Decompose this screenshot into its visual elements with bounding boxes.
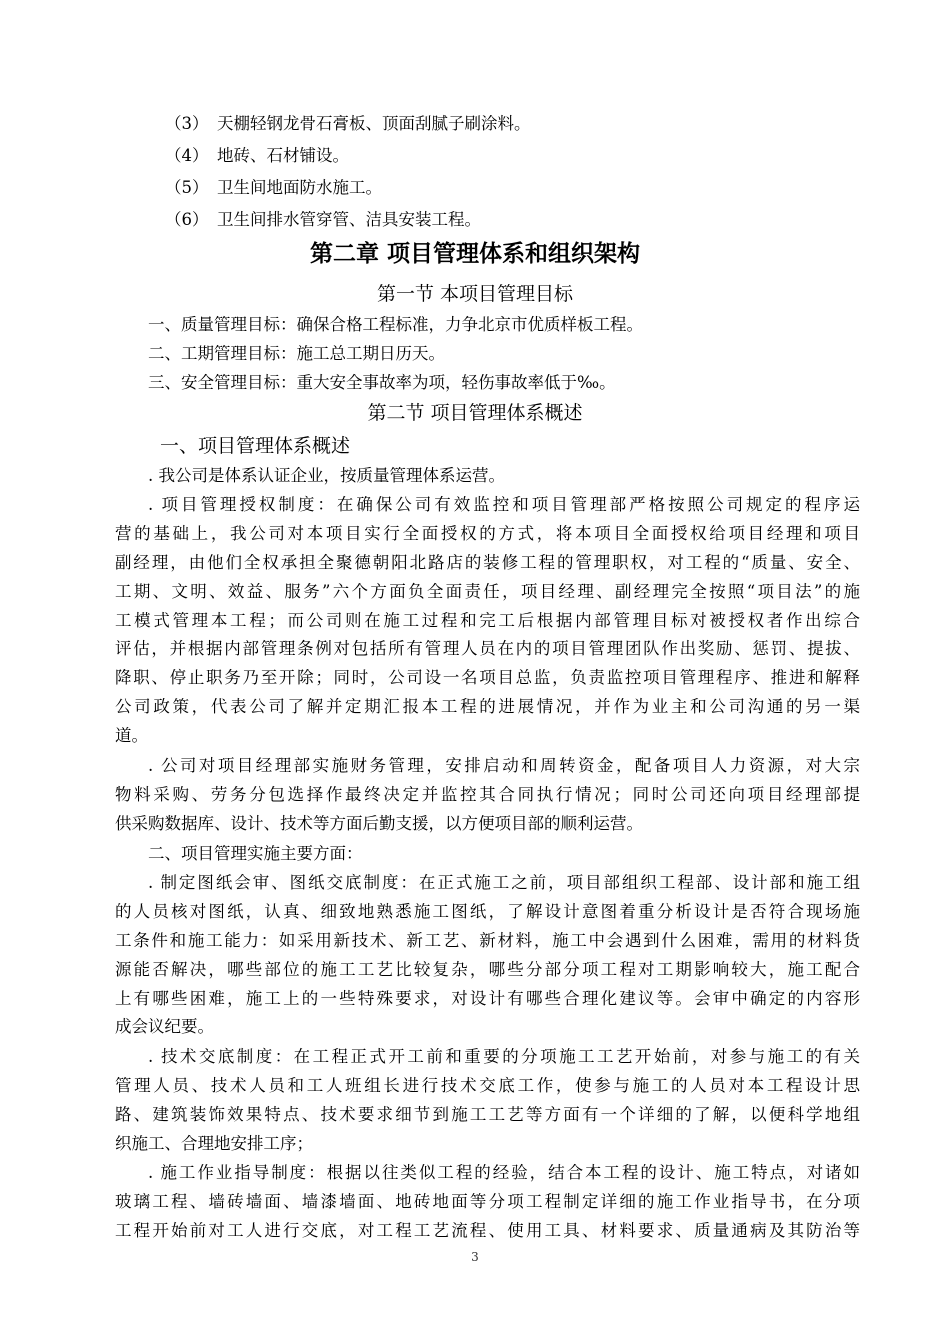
paragraph-line: 物料采购、劳务分包选择作最终决定并监控其合同执行情况；同时公司还向项目经理部提 xyxy=(115,784,860,804)
paragraph-line: . 技术交底制度：在工程正式开工前和重要的分项施工工艺开始前，对参与施工的有关 xyxy=(148,1047,860,1066)
paragraph-line: 工期、文明、效益、服务”六个方面负全面责任，项目经理、副经理完全按照“项目法”的施 xyxy=(115,581,860,601)
paragraph-line: 上有哪些困难，施工上的一些特殊要求，对设计有哪些合理化建议等。会审中确定的内容形 xyxy=(115,988,860,1008)
paragraph xyxy=(115,1159,860,1246)
goal-item: 二、工期管理目标：施工总工期日历天。 xyxy=(148,344,445,363)
paragraph-line: 织施工、合理地安排工序； xyxy=(115,1133,313,1153)
paragraph-line: 公司政策，代表公司了解并定期汇报本工程的进展情况，并作为业主和公司沟通的另一渠 xyxy=(115,697,860,717)
paragraph-line: 道。 xyxy=(115,726,148,746)
subheading: 二、项目管理实施主要方面： xyxy=(148,844,363,863)
list-item: （4） 地砖、石材铺设。 xyxy=(165,146,349,165)
paragraph xyxy=(115,1043,860,1159)
subheading: 一、项目管理体系概述 xyxy=(160,435,351,457)
paragraph-line: 成会议纪要。 xyxy=(115,1017,214,1037)
goal-item: 一、质量管理目标：确保合格工程标准，力争北京市优质样板工程。 xyxy=(148,315,643,334)
paragraph-line: . 施工作业指导制度：根据以往类似工程的经验，结合本工程的设计、施工特点，对诸如 xyxy=(148,1163,860,1182)
paragraph-line: . 公司对项目经理部实施财务管理，安排启动和周转资金，配备项目人力资源，对大宗 xyxy=(148,756,860,775)
section-title: 第一节 本项目管理目标 xyxy=(376,283,574,305)
paragraph-line: 评估，并根据内部管理条例对包括所有管理人员在内的项目管理团队作出奖励、惩罚、提拔、 xyxy=(115,639,860,659)
paragraph-line: 工条件和施工能力：如采用新技术、新工艺、新材料，施工中会遇到什么困难，需用的材料货 xyxy=(115,930,860,950)
paragraph-line: 降职、停止职务乃至开除；同时，公司设一名项目总监，负责监控项目管理程序、推进和解释 xyxy=(115,668,860,688)
paragraph-line: 玻璃工程、墙砖墙面、墙漆墙面、地砖地面等分项工程制定详细的施工作业指导书，在分项 xyxy=(115,1191,860,1211)
paragraph-line: . 项目管理授权制度：在确保公司有效监控和项目管理部严格按照公司规定的程序运 xyxy=(148,495,860,514)
list-item: （5） 卫生间地面防水施工。 xyxy=(165,178,382,197)
paragraph xyxy=(115,491,860,751)
paragraph xyxy=(115,752,860,839)
chapter-title: 第二章 项目管理体系和组织架构 xyxy=(309,241,640,267)
list-item: （3） 天棚轻钢龙骨石膏板、顶面刮腻子刷涂料。 xyxy=(165,114,531,133)
page-number: 3 xyxy=(471,1250,479,1264)
paragraph-line: 的人员核对图纸，认真、细致地熟悉施工图纸，了解设计意图着重分析设计是否符合现场施 xyxy=(115,901,860,921)
paragraph-line: 供采购数据库、设计、技术等方面后勤支援，以方便项目部的顺利运营。 xyxy=(115,813,643,833)
paragraph xyxy=(115,869,860,1042)
paragraph-line: 工模式管理本工程；而公司则在施工过程和完工后根据内部管理目标对被授权者作出综合 xyxy=(115,610,860,630)
paragraph-line: 源能否解决，哪些部位的施工工艺比较复杂，哪些分部分项工程对工期影响较大，施工配合 xyxy=(115,959,860,979)
paragraph-line: 路、建筑装饰效果特点、技术要求细节到施工工艺等方面有一个详细的了解，以便科学地组 xyxy=(115,1104,860,1124)
paragraph-line: 营的基础上，我公司对本项目实行全面授权的方式，将本项目全面授权给项目经理和项目 xyxy=(115,523,860,543)
paragraph-line: . 我公司是体系认证企业，按质量管理体系运营。 xyxy=(148,466,505,485)
paragraph-line: 工程开始前对工人进行交底，对工程工艺流程、使用工具、材料要求、质量通病及其防治等 xyxy=(115,1220,860,1240)
paragraph-line: . 制定图纸会审、图纸交底制度：在正式施工之前，项目部组织工程部、设计部和施工组 xyxy=(148,873,860,892)
goal-item: 三、安全管理目标：重大安全事故率为项，轻伤事故率低于‰。 xyxy=(148,373,616,392)
list-item: （6） 卫生间排水管穿管、洁具安装工程。 xyxy=(165,210,481,229)
paragraph-line: 管理人员、技术人员和工人班组长进行技术交底工作，使参与施工的人员对本工程设计思 xyxy=(115,1075,860,1095)
section-title: 第二节 项目管理体系概述 xyxy=(367,402,583,424)
paragraph xyxy=(115,462,860,491)
paragraph-line: 副经理，由他们全权承担全聚德朝阳北路店的装修工程的管理职权，对工程的“质量、安全、 xyxy=(115,552,860,572)
